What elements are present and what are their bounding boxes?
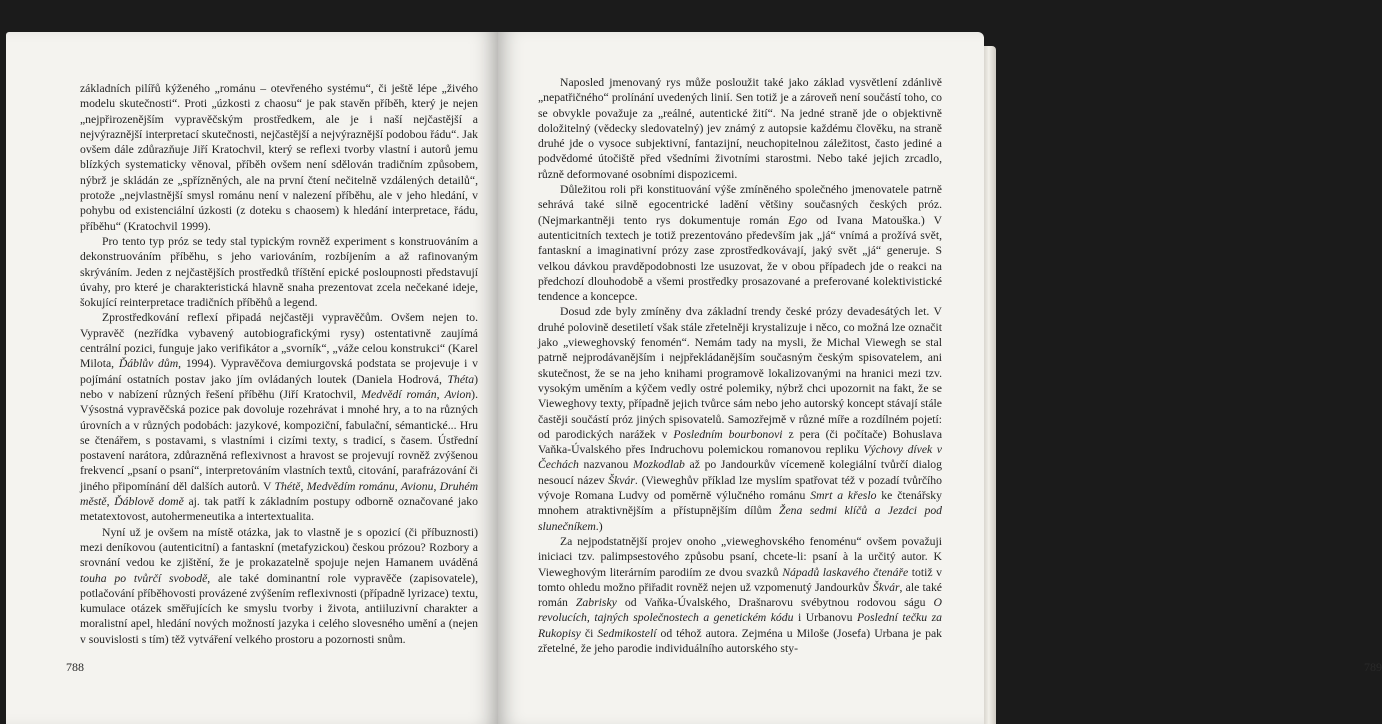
paragraph: Důležitou roli při konstituování výše zmíněného společného jmenovatele patrně sehrává také silně egocentrické ladění většiny současných českých próz. (Nejmarkantněji tento rys dokumentuje román Ego od Ivana Matouška.) V autenticitních textech je totiž prezentováno především jak „já“ vnímá a prožívá svět, fantaskní a imaginativní prózy zase zprostředkovávají, jaký svět „já“ generuje. S velkou dávkou pravděpodobnosti lze usuzovat, že v obou případech jde o reakci na předchozí dlouhodobě a všemi prostředky prosazované a preferované kolektivistické tendence a koncepce. [538,183,943,304]
paragraph: Za nejpodstatnější projev onoho „vieweghovského fenoménu“ ovšem považuji iniciaci tzv. palimpsestového způsobu psaní, chcete-li: psaní à la určitý autor. K Vieweghovým literárním parodiím ze dvou svazků Nápadů laskavého čtenáře totiž v tomto ohledu možno přiřadit rovněž nejen už vzpomenutý Jandourkův Škvár, ale také román Zabrisky od Vaňka-Úvalského, Drašnarovu svébytnou rodovou ságu O revolucích, tajných společnostech a genetickém kódu i Urbanovu Poslední tečku za Rukopisy či Sedmikostelí od téhož autora. Zejména u Miloše (Josefa) Urbana je pak zřetelné, že jeho parodie individuálního autorského sty- [538,534,943,655]
paragraph: Zprostředkování reflexí připadá nejčastěji vypravěčům. Ovšem nejen to. Vypravěč (nezřídka vybavený autobiografickými rysy) ostentativně zaujímá centrální pozici, funguje jako verifikátor a „svorník“, „váže celou konstrukci“ (Karel Milota, Ďáblův dům, 1994). Vypravěčova demiurgovská podstata se projevuje i v pojímání ostatních postav jako jím ovládaných loutek (Daniela Hodrová, Théta) nebo v nabízení různých řešení příběhu (Jiří Kratochvil, Medvědí román, Avion). Výsostná vypravěčská pozice pak dovoluje rozehrávat i mnohé hry, a to na různých úrovních a v různých podobách: jazykové, kompoziční, fabulační, sémantické... Hru se čtenářem, s postavami, s vlastními i cizími texty, s tradicí, s časem. Ústřední postavení narátora, zdůrazněná reflexivnost a hravost se projevují rovněž zvýšenou frekvencí „psaní o psaní“, interpretováním vlastních textů, citování, parafrázování či jiného připomínání děl dalších autorů. V Thétě, Medvědím románu, Avionu, Druhém městě, Ďáblově domě aj. tak patří k základním postupy odborně označované jako metatextovost, autohermeneutika a intertextualita. [80,311,479,524]
right-page-text [538,75,942,656]
page-edge [984,46,996,724]
left-page [6,32,498,724]
paragraph: Pro tento typ próz se tedy stal typickým rovněž experiment s konstruováním a dekonstruováním příběhu, s jeho variováním, rozbíjením a až rafinovaným skrýváním. Jeden z nejčastějších prostředků tříštění epické posloupnosti představují úvahy, pro které je charakteristická hlavně snaha prezentovat zcela nečekané ideje, šokující reinterpretace tradičních příběhů a legend. [80,234,478,310]
left-page-text [80,81,478,647]
paragraph: základních pilířů kýženého „románu – otevřeného systému“, či ještě lépe „živého modelu skutečnosti“. Proti „úzkosti z chaosu“ je pak stavěn příběh, který je nejen „nejpřirozenějším vypravěčským prostředkem, ale je i naší nejčastější a nejvýraznější interpretací skutečnosti, nejčastější a nejvýraznější podobou řádu“. Jak ovšem dále zdůrazňuje Jiří Kratochvil, který se reflexi tvorby vlastní i autorů jemu blízkých systematicky věnoval, příběh ovšem není sdělován tradičním způsobem, nýbrž je skládán ze „spřízněných, ale na první čtení nečitelně vzdálených detailů“, protože „nejvlastnější smysl románu není v nalezení příběhu, ale v jeho hledání, v pohybu od existenciální úzkosti (z doteku s chaosem) k hledání interpretace, řádu, příběhu“ (Kratochvil 1999). [80,82,478,233]
paragraph: Dosud zde byly zmíněny dva základní trendy české prózy devadesátých let. V druhé polovině desetiletí však stále zřetelněji krystalizuje i něco, co možná lze označit jako „vieweghovský fenomén“. Nemám tady na mysli, že Michal Viewegh se stal patrně nejprodávanějším i nejpřekládanějším současným českým spisovatelem, ani skutečnost, že se na jeho knihami programově lokalizovanými na hranici mezi tzv. vysokým uměním a kýčem vedly ostré polemiky, nýbrž chci upozornit na fakt, že se Vieweghovy texty, případně jejich tvůrce sám nebo jeho autorský koncept stávají stále častěji součástí próz jiných spisovatelů. Samozřejmě v různé míře a rozdílném pojetí: od parodických narážek v Posledním bourbonovi z pera (či počítače) Bohuslava Vaňka-Úvalského přes Indruchovu polemickou romanovou repliku Výchovy dívek v Čechách nazvanou Mozkodlab až po Jandourkův vícemeně kolegiální tvůrčí dialog nesoucí název Škvár. (Vieweghův příklad lze myslím spatřovat též v pozadí tvůrčího vývoje Romana Ludvy od poměrně výlučného románu Smrt a křeslo ke čtenářsky mnohem atraktivnějším a přístupnějším dílům Žena sedmi klíčů a Jezdci pod slunečníkem.) [538,305,943,533]
paragraph: Nyní už je ovšem na místě otázka, jak to vlastně je s opozicí (či příbuznosti) mezi deníkovou (autenticitní) a fantaskní (metafyzickou) českou prózou? Rozbory a srovnání vedou ke zjištění, že je prokazatelně spojuje nejen Hamanem uváděná touha po tvůrčí svobodě, ale také dominantní role vypravěče (zapisovatele), potlačování příběhovosti provázené zvýšením reflexivnosti (případně lyrizace) textu, kumulace otázek směřujících ke smyslu tvorby i života, antiiluzivní charakter a moralistní apel, hledání nových možností jazyka i celého slovesného umění a (nejen v souvislosti s tím) těž vytváření velkého prostoru a pozornosti snům. [80,525,478,646]
left-page-number: 788 [66,660,84,674]
right-page-number: 789 [1364,660,1382,674]
open-book [6,32,1382,724]
paragraph: Naposled jmenovaný rys může posloužit také jako základ vysvětlení zdánlivě „nepatřičného“ prolínání uvedených linií. Sen totiž je a zároveň není součástí toho, co se obvykle považuje za „reálné, autentické žití“. Na jedné straně jde o objektivně doložitelný (vědecky sledovatelný) jev známý z autopsie každému člověku, na straně druhé jde o vysoce subjektivní, fantazijní, neuchopitelnou záležitost, často jediné a podvědomé útočiště před všedními životními starostmi. Nebo také jejich zrcadlo, různě deformované osobními dispozicemi. [538,76,942,181]
right-page [498,32,1382,724]
